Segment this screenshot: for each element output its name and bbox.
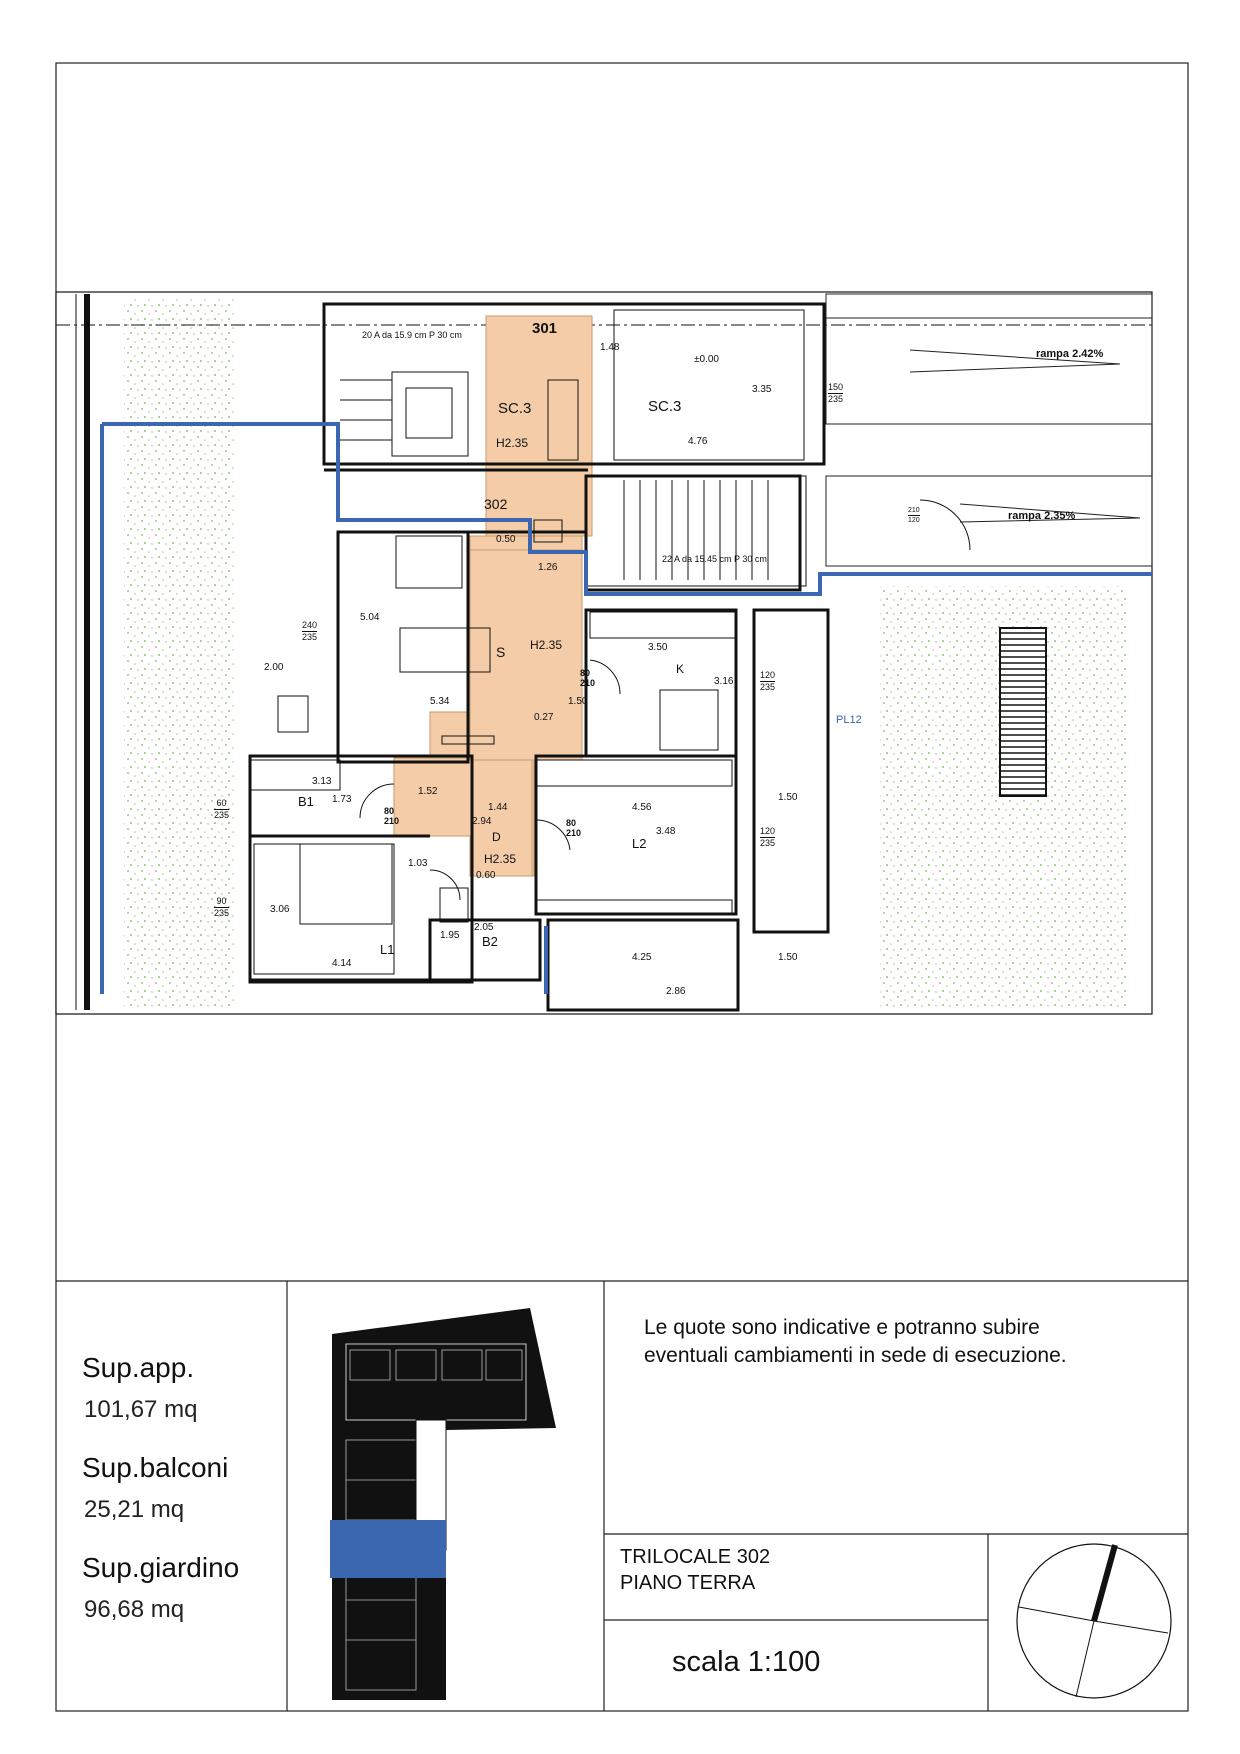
site-keyplan-icon (330, 1308, 556, 1700)
door-label: 80 210 (566, 818, 582, 838)
room-label: D (492, 830, 501, 844)
dimension-label: 3.06 (270, 904, 290, 915)
dimension-label: 5.04 (360, 612, 380, 623)
stair-note: 22 A da 15.45 cm P 30 cm (662, 554, 767, 564)
dimension-label: 2.94 (472, 816, 492, 827)
sup-giardino-value: 96,68 mq (84, 1596, 185, 1623)
drawing-title: TRILOCALE 302 PIANO TERRA (620, 1546, 771, 1594)
level-marker: ±0.00 (694, 354, 719, 365)
dimension-label: 1.26 (538, 562, 558, 573)
room-label: H2.35 (530, 638, 563, 652)
room-label: B2 (482, 934, 498, 949)
dimension-label: 1.52 (418, 786, 438, 797)
room-label: H2.35 (496, 436, 529, 450)
dimension-label: 4.14 (332, 958, 352, 969)
room-label: SC.3 (498, 400, 532, 417)
opening-label: 120 235 (760, 826, 776, 848)
dimension-label: 1.44 (488, 802, 508, 813)
dimension-label: 3.35 (752, 384, 772, 395)
disclaimer-note: Le quote sono indicative e potranno subire eventuali cambiamenti in sede di esecuzione. (644, 1316, 1067, 1367)
dimension-label: 4.76 (688, 436, 708, 447)
opening-label: 90 235 (214, 896, 230, 918)
opening-label: 240 235 (302, 620, 318, 642)
room-label: H2.35 (484, 852, 517, 866)
opening-label: 120 235 (760, 670, 776, 692)
sup-balconi-label: Sup.balconi (82, 1452, 229, 1483)
dimension-label: 1.50 (568, 696, 588, 707)
opening-label: 150 235 (828, 382, 844, 404)
dimension-label: 0.60 (476, 870, 496, 881)
room-label: 301 (532, 320, 558, 337)
ventilation-grille (1000, 628, 1046, 796)
ramp-label: rampa 2.35% (1008, 510, 1076, 522)
dimension-label: 1.95 (440, 930, 460, 941)
scale-label: scala 1:100 (672, 1646, 821, 1678)
room-label: L2 (632, 836, 647, 851)
sup-app-value: 101,67 mq (84, 1396, 198, 1423)
dimension-label: 1.48 (600, 342, 620, 353)
opening-label: 60 235 (214, 798, 230, 820)
opening-label: 210 120 (908, 507, 920, 524)
door-label: 80 210 (384, 806, 400, 826)
room-label: S (496, 644, 506, 660)
dimension-label: 2.00 (264, 662, 284, 673)
ramp-label: rampa 2.42% (1036, 348, 1104, 360)
dimension-label: 0.27 (534, 712, 554, 723)
room-label: SC.3 (648, 398, 682, 415)
dimension-label: 1.73 (332, 794, 352, 805)
door-label: 80 210 (580, 668, 596, 688)
dimension-label: 3.16 (714, 676, 734, 687)
dimension-label: 3.48 (656, 826, 676, 837)
room-label: L1 (380, 942, 395, 957)
dimension-label: 5.34 (430, 696, 450, 707)
dimension-label: 4.56 (632, 802, 652, 813)
dimension-label: 2.05 (474, 922, 494, 933)
dimension-label: 1.50 (778, 792, 798, 803)
dimension-label: 3.50 (648, 642, 668, 653)
north-arrow-icon (1017, 1544, 1171, 1698)
dimension-label: 1.03 (408, 858, 428, 869)
sup-balconi-value: 25,21 mq (84, 1496, 185, 1523)
dimension-label: 2.86 (666, 986, 686, 997)
dimension-label: 0.50 (496, 534, 516, 545)
room-label: PL12 (836, 714, 862, 726)
room-label: B1 (298, 794, 314, 809)
sup-giardino-label: Sup.giardino (82, 1552, 240, 1583)
dimension-label: 3.13 (312, 776, 332, 787)
dimension-label: 4.25 (632, 952, 652, 963)
room-label: 302 (484, 496, 508, 512)
stair-note: 20 A da 15.9 cm P 30 cm (362, 330, 462, 340)
sup-app-label: Sup.app. (82, 1352, 195, 1383)
dimension-label: 1.50 (778, 952, 798, 963)
room-label: K (676, 662, 685, 676)
